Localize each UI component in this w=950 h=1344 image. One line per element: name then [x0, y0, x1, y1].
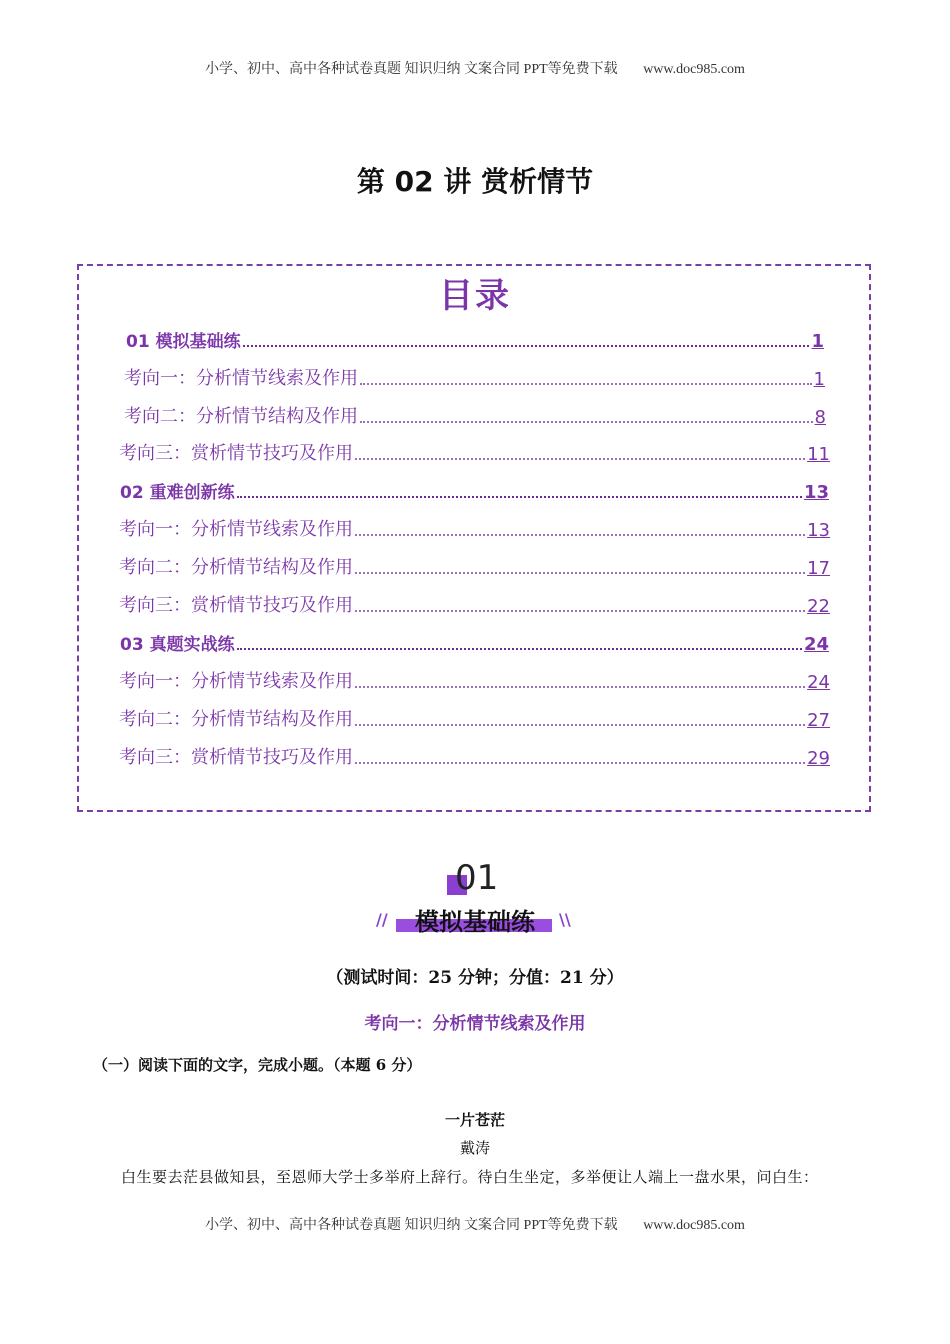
toc-entry-page-link[interactable]: 24: [803, 634, 829, 655]
toc-entry-label: 考向二：分析情节结构及作用: [124, 406, 358, 427]
section-badge: [0, 858, 950, 942]
subsection-title: 考向一：分析情节线索及作用: [364, 1014, 586, 1034]
story-first-line: 白生要去茫县做知县，至恩师大学士多举府上辞行。待白生坐定，多举便让人端上一盘水果，问白生：: [121, 1168, 819, 1186]
toc-entry[interactable]: [126, 328, 824, 352]
toc-entry-label: 考向二：分析情节结构及作用: [119, 709, 353, 730]
toc-entry-label: 考向一：分析情节线索及作用: [119, 671, 353, 692]
toc-leader-dots: [355, 457, 805, 460]
section-number: 01: [455, 858, 499, 898]
toc-leader-dots: [355, 533, 805, 536]
footer-text: 小学、初中、高中各种试卷真题 知识归纳 文案合同 PPT等免费下载: [205, 1218, 618, 1233]
toc-entry-page-link[interactable]: 1: [811, 331, 824, 352]
toc-leader-dots: [237, 647, 802, 650]
toc-entry[interactable]: [120, 631, 829, 655]
toc-entry[interactable]: [120, 479, 829, 503]
toc-entry[interactable]: [124, 366, 825, 390]
toc-leader-dots: [243, 344, 810, 347]
toc-entry-label: 考向三：赏析情节技巧及作用: [119, 595, 353, 616]
toc-entry[interactable]: [119, 441, 830, 465]
toc-entry-label: 考向三：赏析情节技巧及作用: [119, 747, 353, 768]
toc-entry[interactable]: [119, 555, 830, 579]
question-intro: （一）阅读下面的文字，完成小题。（本题 6 分）: [93, 1056, 422, 1074]
toc-heading: 目录: [439, 276, 511, 316]
page-header: [0, 58, 950, 78]
toc-entry-page-link[interactable]: 11: [807, 444, 830, 465]
toc-entry-page-link[interactable]: 13: [803, 482, 829, 503]
toc-leader-dots: [355, 609, 805, 612]
section-label: 模拟基础练: [415, 908, 535, 936]
toc-entry-label: 02 重难创新练: [120, 483, 235, 503]
toc-leader-dots: [237, 495, 802, 498]
toc-leader-dots: [355, 761, 805, 764]
toc-entry-page-link[interactable]: 17: [807, 558, 830, 579]
header-url-link[interactable]: www.doc985.com: [643, 62, 745, 77]
toc-entry[interactable]: [119, 745, 830, 769]
toc-entry[interactable]: [124, 404, 826, 428]
toc-leader-dots: [360, 382, 812, 385]
toc-entry[interactable]: [119, 707, 830, 731]
toc-entry[interactable]: [119, 517, 830, 541]
toc-entry-page-link[interactable]: 27: [807, 710, 830, 731]
toc-entry-page-link[interactable]: 13: [807, 520, 830, 541]
toc-entry[interactable]: [119, 669, 830, 693]
toc-leader-dots: [355, 723, 805, 726]
toc-entry-page-link[interactable]: 8: [814, 407, 826, 428]
toc-entry-label: 考向二：分析情节结构及作用: [119, 557, 353, 578]
toc-entry-label: 01 模拟基础练: [126, 332, 241, 352]
toc-entry-page-link[interactable]: 1: [813, 369, 825, 390]
toc-entry-label: 考向一：分析情节线索及作用: [124, 368, 358, 389]
toc-entry-label: 考向一：分析情节线索及作用: [119, 519, 353, 540]
left-slash-decoration: //: [376, 910, 388, 929]
toc-entry-page-link[interactable]: 29: [807, 748, 830, 769]
test-info: （测试时间：25 分钟；分值：21 分）: [326, 968, 624, 988]
right-slash-decoration: \\: [559, 910, 571, 929]
story-title: 一片苍茫: [444, 1111, 505, 1129]
page-footer: [0, 1214, 950, 1234]
toc-entry-page-link[interactable]: 22: [807, 596, 830, 617]
toc-entry-label: 03 真题实战练: [120, 635, 235, 655]
toc-leader-dots: [360, 420, 813, 423]
toc-leader-dots: [355, 685, 805, 688]
toc-entry-label: 考向三：赏析情节技巧及作用: [119, 443, 353, 464]
toc-entry-page-link[interactable]: 24: [807, 672, 830, 693]
header-text: 小学、初中、高中各种试卷真题 知识归纳 文案合同 PPT等免费下载: [205, 62, 618, 77]
document-title: 第 02 讲 赏析情节: [356, 165, 594, 198]
toc-entry[interactable]: [119, 593, 830, 617]
story-author: 戴涛: [459, 1139, 490, 1157]
footer-url-link[interactable]: www.doc985.com: [643, 1218, 745, 1233]
toc-leader-dots: [355, 571, 805, 574]
